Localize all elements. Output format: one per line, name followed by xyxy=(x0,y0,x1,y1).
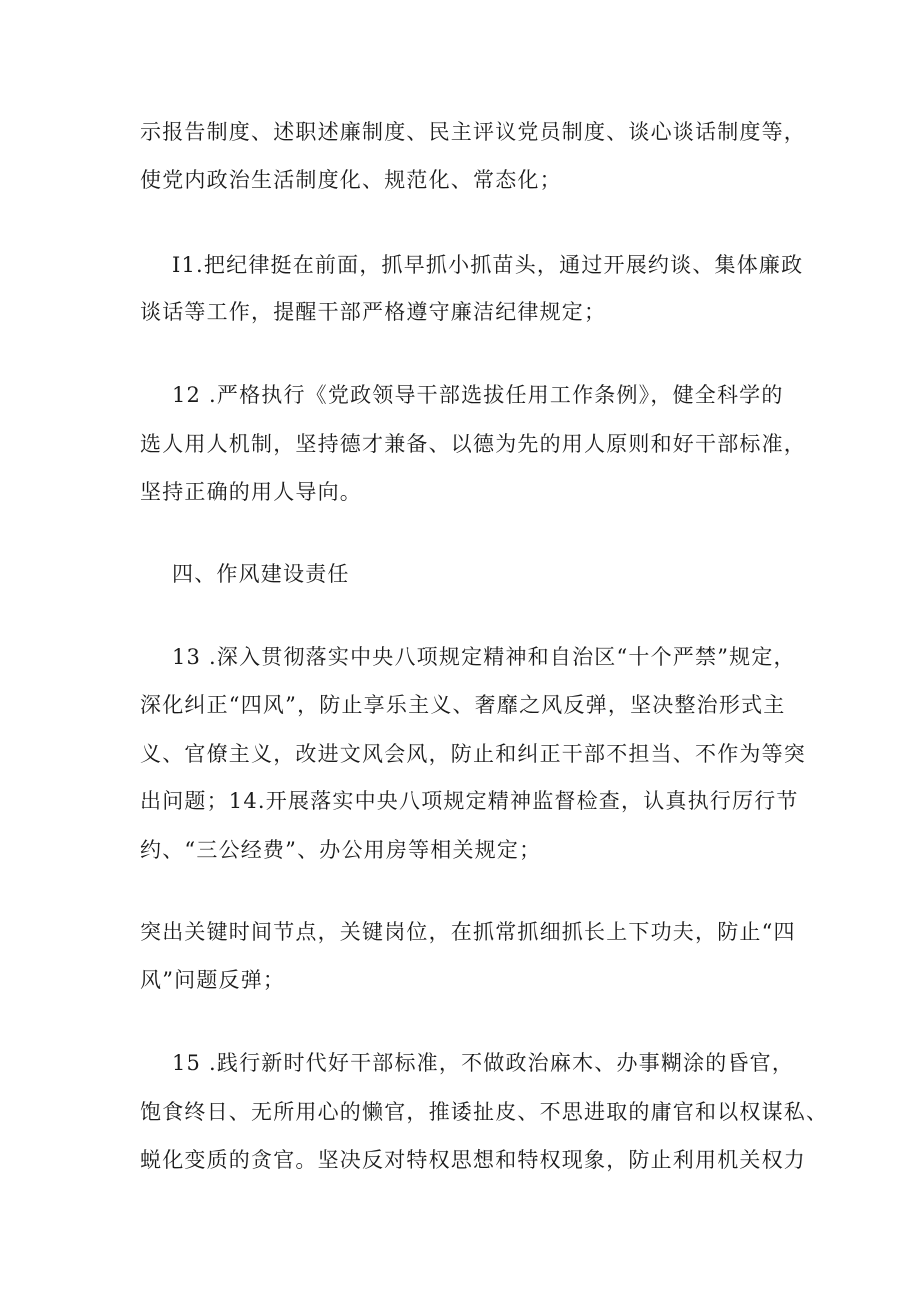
text-line: 风”问题反弹； xyxy=(140,968,286,992)
text-line: 选人用人机制，坚持德才兼备、以德为先的用人原则和好干部标准， xyxy=(140,432,806,456)
text-line: 突出关键时间节点，关键岗位，在抓常抓细抓长上下功夫，防止“四 xyxy=(140,920,796,944)
text-line: 出问题；14.开展落实中央八项规定精神监督检查，认真执行厉行节 xyxy=(140,789,799,813)
text-line: 蜕化变质的贪官。坚决反对特权思想和特权现象，防止利用机关权力 xyxy=(140,1148,806,1172)
text-line: 深化纠正“四风”，防止享乐主义、奢靡之风反弹，坚决整治形式主 xyxy=(140,693,786,717)
list-item-11-line: I1.把纪律挺在前面，抓早抓小抓苗头，通过开展约谈、集体廉政 xyxy=(172,253,804,277)
text-line: 饱食终日、无所用心的懒官，推诿扯皮、不思进取的庸官和以权谋私、 xyxy=(140,1100,829,1124)
text-line: 使党内政治生活制度化、规范化、常态化； xyxy=(140,168,562,192)
text-line: 坚持正确的用人导向。 xyxy=(140,480,362,504)
text-line: 示报告制度、述职述廉制度、民主评议党员制度、谈心谈话制度等， xyxy=(140,120,806,144)
list-item-13-line: 13 .深入贯彻落实中央八项规定精神和自治区“十个严禁”规定， xyxy=(172,645,796,669)
text-line: 谈话等工作，提醒干部严格遵守廉洁纪律规定； xyxy=(140,300,607,324)
list-item-15-line: 15 .践行新时代好干部标准，不做政治麻木、办事糊涂的昏官， xyxy=(172,1051,795,1075)
text-line: 义、官僚主义，改进文风会风，防止和纠正干部不担当、不作为等突 xyxy=(140,742,806,766)
section-heading: 四、作风建设责任 xyxy=(172,562,350,586)
text-line: 约、“三公经费”、办公用房等相关规定； xyxy=(140,838,542,862)
list-item-12-line: 12 .严格执行《党政领导干部选拔任用工作条例》，健全科学的 xyxy=(172,383,784,407)
